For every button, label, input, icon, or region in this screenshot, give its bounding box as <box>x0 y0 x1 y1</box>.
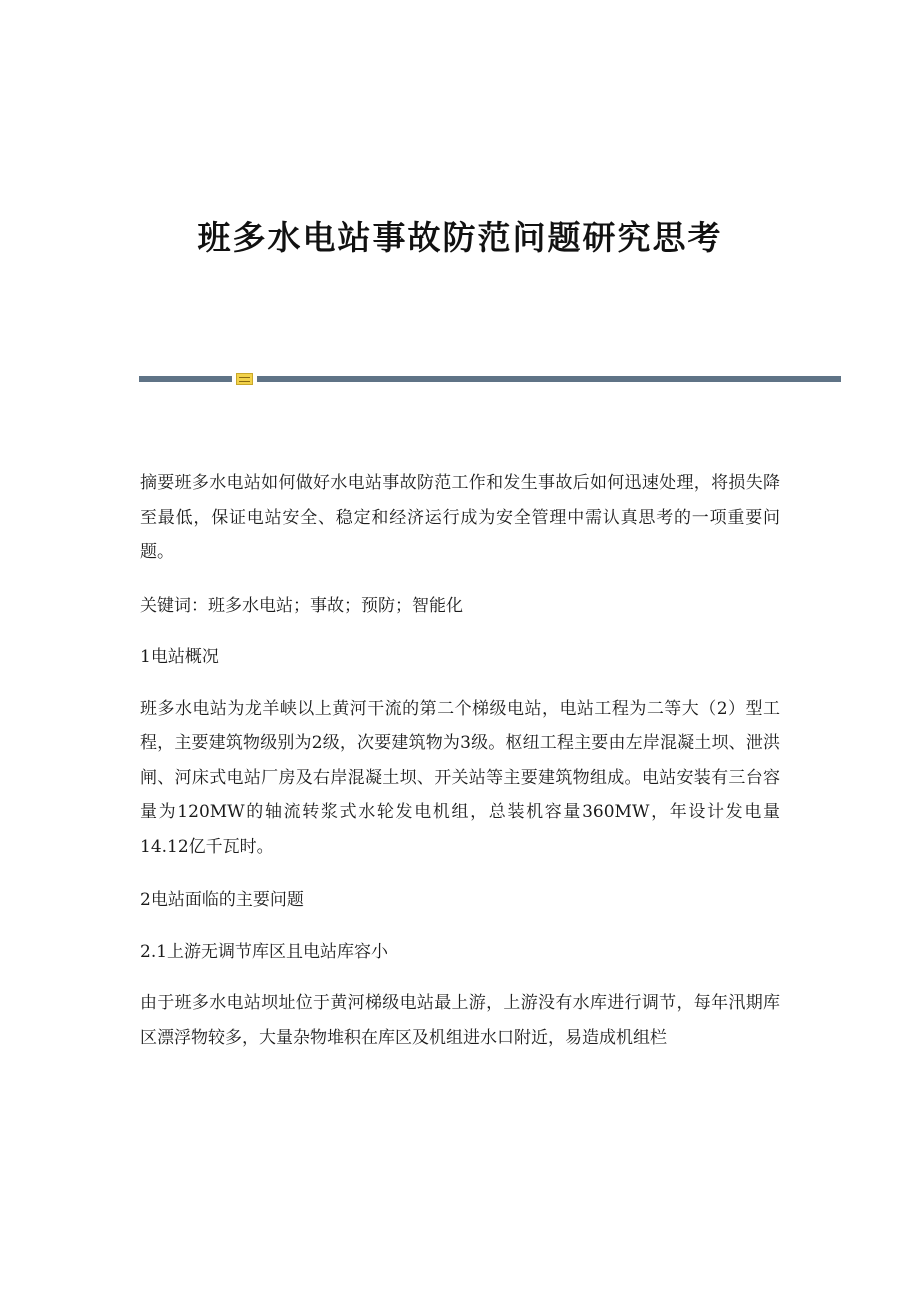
envelope-icon <box>236 373 253 385</box>
abstract-paragraph: 摘要班多水电站如何做好水电站事故防范工作和发生事故后如何迅速处理，将损失降至最低，保证电站安全、稳定和经济运行成为安全管理中需认真思考的一项重要问题。 <box>140 473 780 562</box>
section-2-1-heading: 2.1上游无调节库区且电站库容小 <box>140 941 389 962</box>
title-divider <box>139 373 841 385</box>
keywords-line: 关键词：班多水电站；事故；预防；智能化 <box>140 595 463 616</box>
section-2-heading: 2电站面临的主要问题 <box>140 890 304 910</box>
section-1-heading: 1电站概况 <box>140 647 219 667</box>
document-body <box>140 466 780 1074</box>
document-title: 班多水电站事故防范问题研究思考 <box>197 218 723 257</box>
divider-bar-left <box>139 376 232 382</box>
divider-bar-right <box>257 376 841 382</box>
section-1-body: 班多水电站为龙羊峡以上黄河干流的第二个梯级电站，电站工程为二等大（2）型工程，主要建筑物级别为2级，次要建筑物为3级。枢纽工程主要由左岸混凝土坝、泄洪闸、河床式电站厂房及右岸混凝土坝、开关站等主要建筑物组成。电站安装有三台容量为120MW的轴流转浆式水轮发电机组，总装机容量360MW，年设计发电量14.12亿千瓦时。 <box>140 698 780 857</box>
section-2-1-body: 由于班多水电站坝址位于黄河梯级电站最上游，上游没有水库进行调节，每年汛期库区漂浮物较多，大量杂物堆积在库区及机组进水口附近，易造成机组栏 <box>140 993 780 1048</box>
